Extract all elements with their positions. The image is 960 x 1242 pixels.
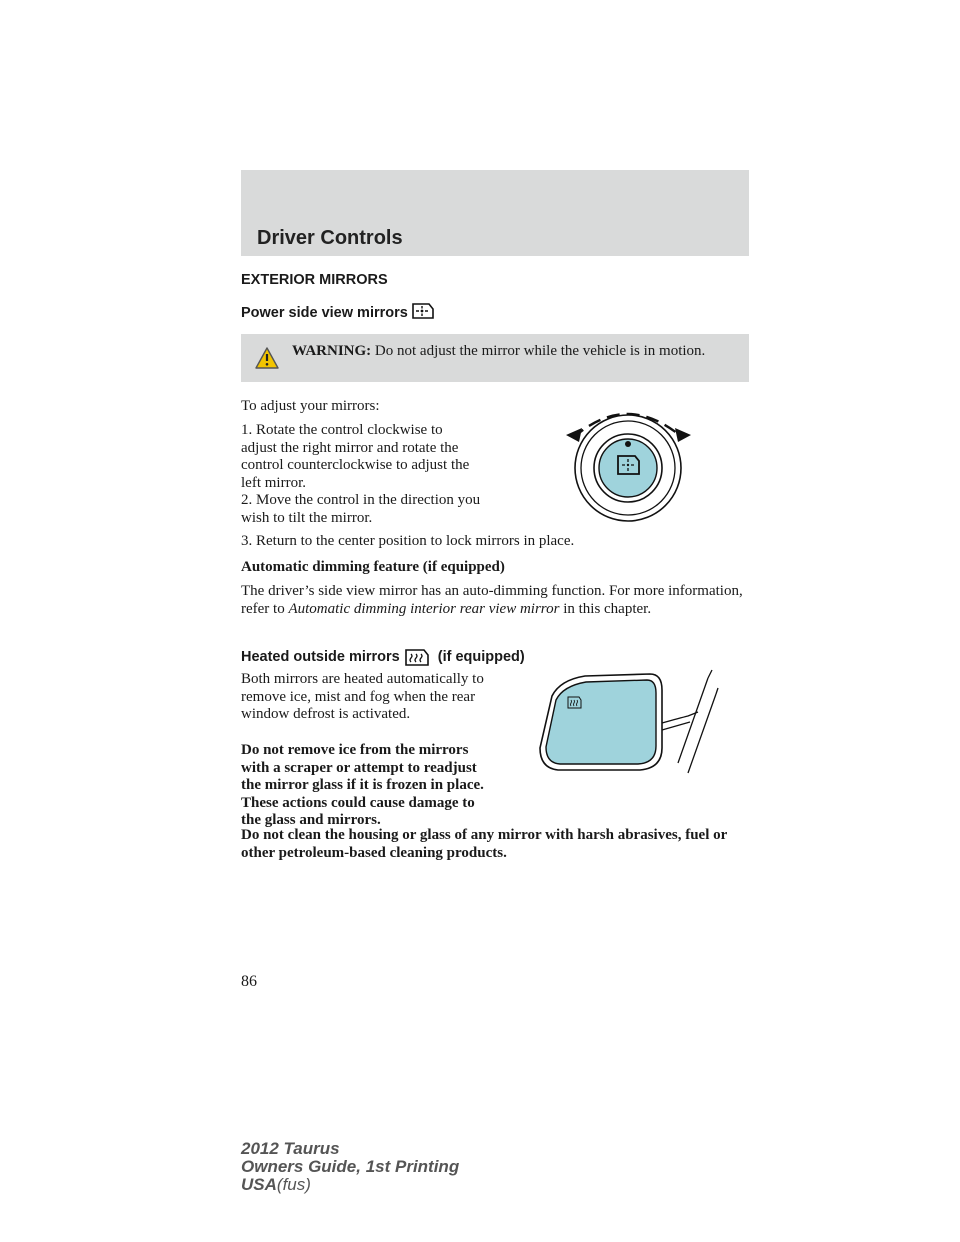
auto-dimming-text-after: in this chapter. (559, 600, 652, 617)
mirror-control-illustration (555, 398, 705, 523)
footer-print-info (241, 1140, 459, 1194)
footer-line-1: 2012 Taurus (241, 1139, 340, 1158)
heated-mirrors-heading (241, 647, 525, 667)
auto-dimming-heading: Automatic dimming feature (if equipped) (241, 559, 505, 575)
warning-body: Do not adjust the mirror while the vehicle is in motion. (374, 343, 706, 359)
step-3: 3. Return to the center position to lock mirrors in place. (241, 533, 575, 549)
step-1: 1. Rotate the control clockwise to adjust the right mirror and rotate the control counterclockwise to adjust the left mirror. (241, 422, 470, 491)
power-mirrors-heading (241, 305, 435, 321)
heated-caution-text: Do not remove ice from the mirrors with a scraper or attempt to readjust the mirror glass if it is frozen in place. These actions could cause damage to the glass and mirrors. (241, 742, 484, 828)
warning-text (292, 342, 732, 360)
auto-dimming-text (241, 583, 749, 618)
warning-label: WARNING: (292, 343, 372, 359)
footer-line-2: Owners Guide, 1st Printing (241, 1157, 460, 1176)
footer-line-3-suffix: (fus) (276, 1175, 311, 1194)
auto-dimming-reference: Automatic dimming interior rear view mirror (288, 600, 560, 617)
heated-mirror-icon (404, 647, 430, 667)
header-band (241, 170, 749, 256)
auto-dimming-text-before: The driver’s side view mirror has an auto-dimming function. For more information, refer to (241, 583, 743, 617)
intro-text: To adjust your mirrors: (241, 398, 380, 414)
section-title: EXTERIOR MIRRORS (241, 272, 388, 288)
footer-line-3-main: USA (241, 1175, 277, 1194)
power-mirror-icon (411, 300, 435, 320)
step-2: 2. Move the control in the direction you wish to tilt the mirror. (241, 492, 481, 526)
page-title: Driver Controls (257, 227, 403, 249)
page-number: 86 (241, 973, 257, 990)
footer-line-3 (241, 1176, 459, 1194)
heated-mirror-illustration (530, 668, 720, 793)
heated-cleaning: Do not clean the housing or glass of any mirror with harsh abrasives, fuel or other petroleum-based cleaning products. (241, 827, 727, 861)
heated-text: Both mirrors are heated automatically to remove ice, mist and fog when the rear window defrost is activated. (241, 671, 484, 722)
heated-mirrors-heading-suffix: (if equipped) (437, 649, 525, 665)
power-mirrors-heading-text: Power side view mirrors (241, 305, 408, 321)
heated-mirrors-heading-text: Heated outside mirrors (241, 649, 400, 665)
warning-box (241, 334, 749, 382)
warning-triangle-icon (255, 347, 279, 369)
